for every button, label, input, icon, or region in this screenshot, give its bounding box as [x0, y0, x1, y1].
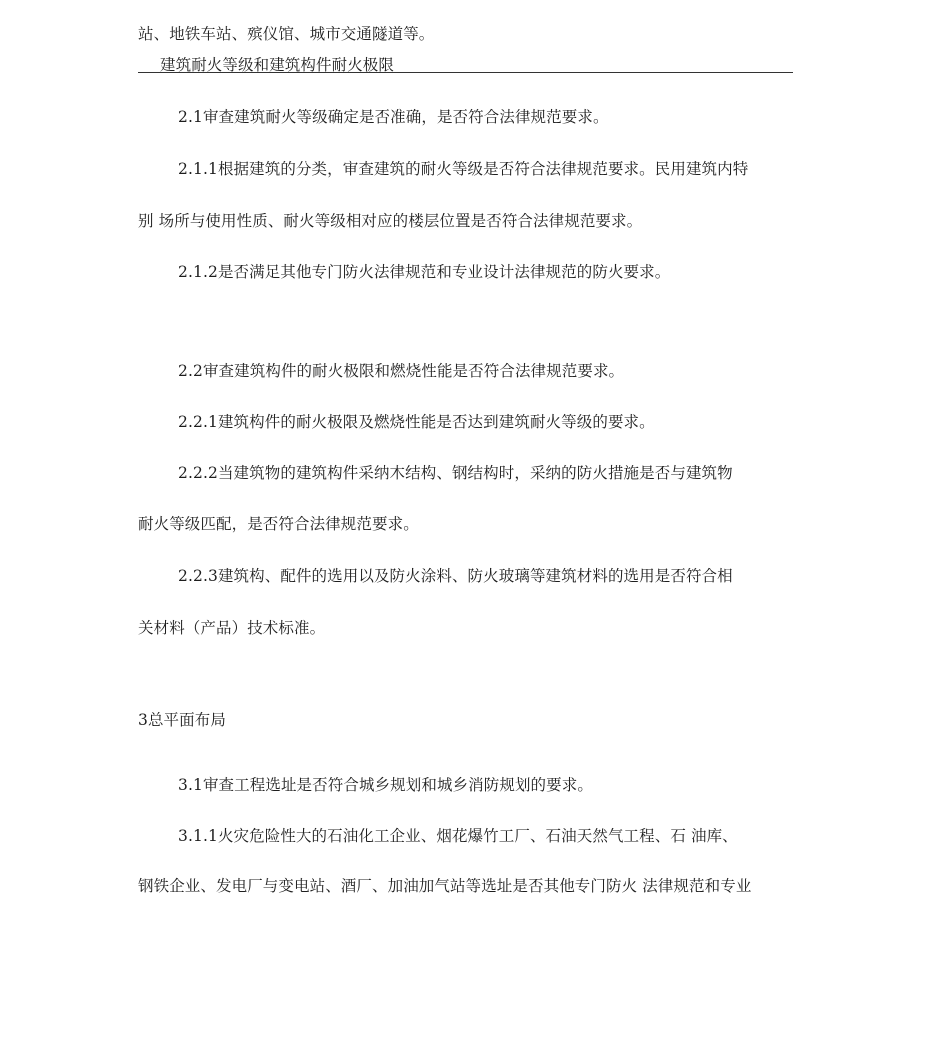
text-line-15: 钢铁企业、发电厂与变电站、酒厂、加油加气站等选址是否其他专门防火 法律规范和专业: [138, 877, 752, 895]
text-line-9: 耐火等级匹配，是否符合法律规范要求。: [138, 515, 419, 533]
text-line-6: 2.2审查建筑构件的耐火极限和燃烧性能是否符合法律规范要求。: [178, 362, 625, 380]
text-line-10: 2.2.3建筑构、配件的选用以及防火涂料、防火玻璃等建筑材料的选用是否符合相: [178, 567, 733, 585]
text-line-3: 2.1.1根据建筑的分类，审查建筑的耐火等级是否符合法律规范要求。民用建筑内特: [178, 160, 749, 178]
section-heading-header: 建筑耐火等级和建筑构件耐火极限: [160, 56, 395, 74]
text-line-0: 站、地铁车站、殡仪馆、城市交通隧道等。: [138, 25, 435, 43]
text-line-11: 关材料（产品）技术标准。: [138, 619, 326, 637]
text-line-5: 2.1.2是否满足其他专门防火法律规范和专业设计法律规范的防火要求。: [178, 263, 671, 281]
text-line-2: 2.1审查建筑耐火等级确定是否准确，是否符合法律规范要求。: [178, 108, 609, 126]
section-heading-3: 3总平面布局: [138, 711, 226, 729]
text-line-7: 2.2.1建筑构件的耐火极限及燃烧性能是否达到建筑耐火等级的要求。: [178, 413, 655, 431]
text-line-4: 别 场所与使用性质、耐火等级相对应的楼层位置是否符合法律规范要求。: [138, 212, 643, 230]
text-line-13: 3.1审查工程选址是否符合城乡规划和城乡消防规划的要求。: [178, 776, 593, 794]
header-underline: [138, 72, 793, 73]
text-line-8: 2.2.2当建筑物的建筑构件采纳木结构、钢结构时，采纳的防火措施是否与建筑物: [178, 464, 733, 482]
text-line-14: 3.1.1火灾危险性大的石油化工企业、烟花爆竹工厂、石油天然气工程、石 油库、: [178, 827, 738, 845]
